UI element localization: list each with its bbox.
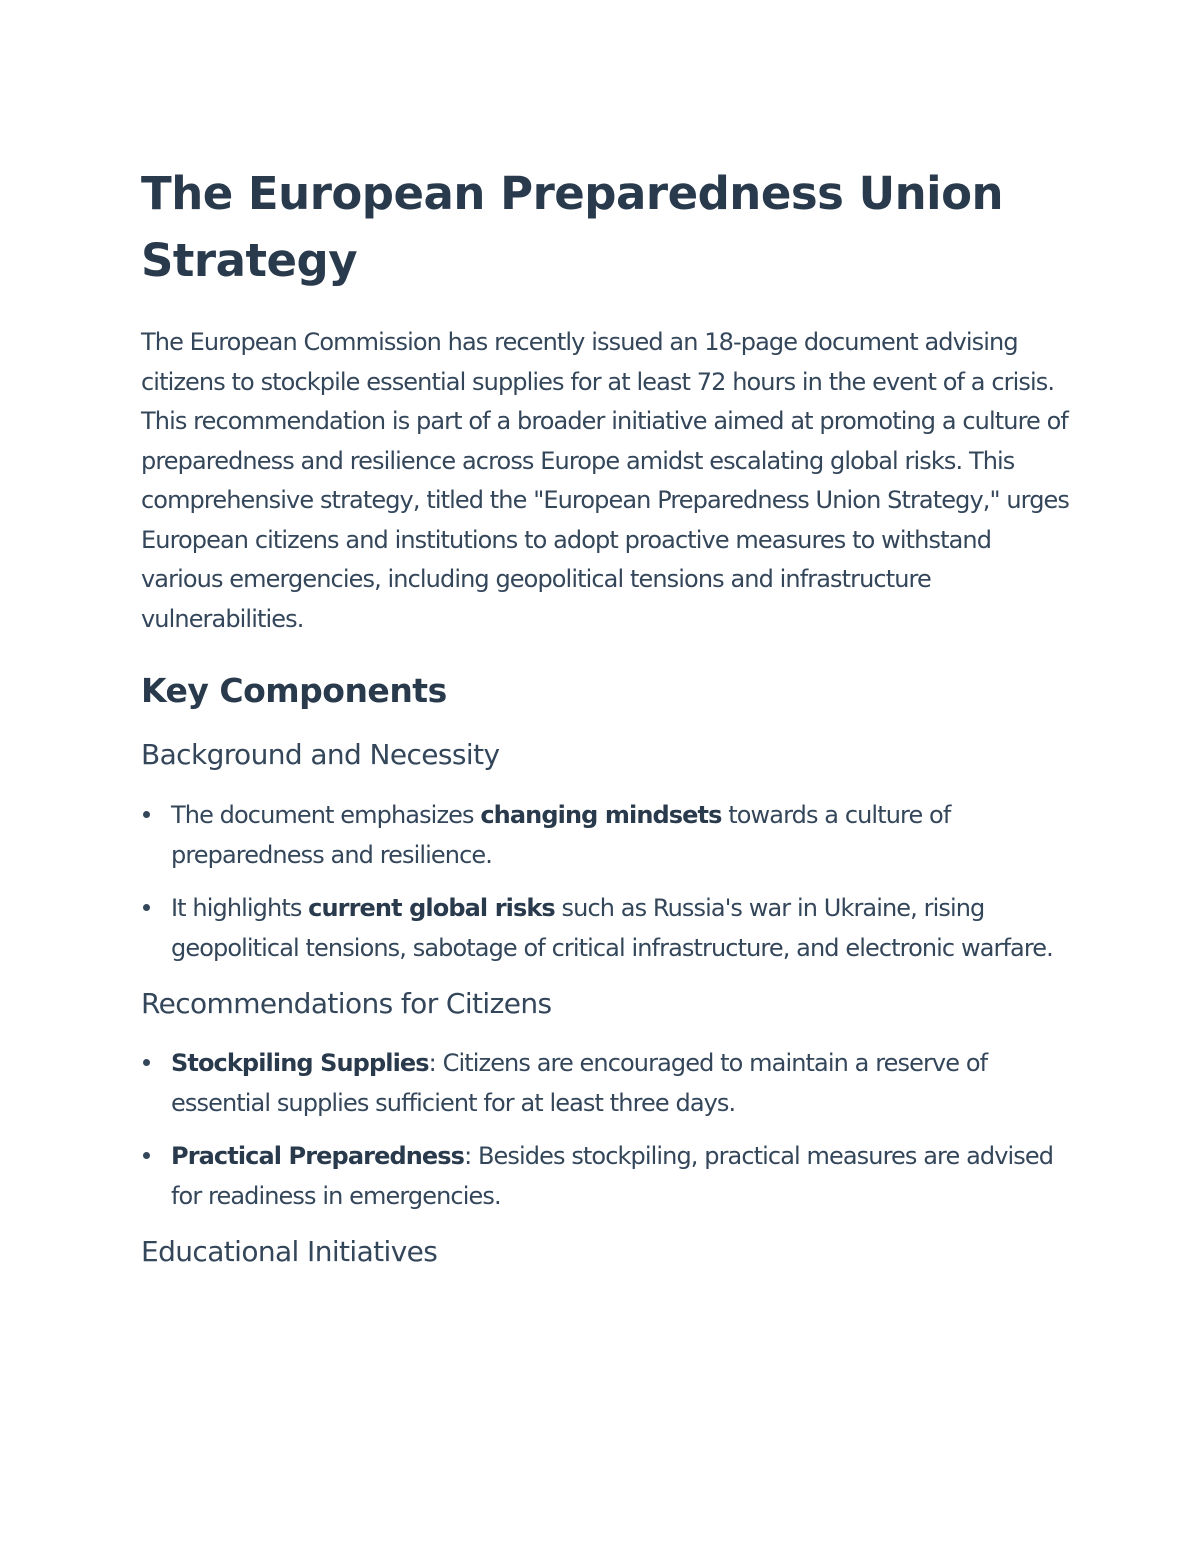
bullet-icon [143,1059,150,1066]
bullet-icon [143,811,150,818]
background-list [141,795,1071,968]
emphasis-text: Practical Preparedness [171,1142,465,1170]
emphasis-text: changing mindsets [480,801,722,829]
subheading-educational: Educational Initiatives [141,1235,438,1268]
bullet-icon [143,1152,150,1159]
bullet-icon [143,904,150,911]
list-item: The document emphasizes changing mindsets towards a culture of preparedness and resilience. [141,795,1071,875]
subheading-recommendations: Recommendations for Citizens [141,987,552,1020]
emphasis-text: current global risks [308,894,555,922]
section-heading-key-components: Key Components [141,671,447,710]
page-title: The European Preparedness Union Strategy [141,167,1004,287]
emphasis-text: Stockpiling Supplies [171,1049,429,1077]
document-page [141,160,1071,1274]
subheading-background: Background and Necessity [141,738,500,771]
intro-paragraph: The European Commission has recently issued an 18-page document advising citizens to stockpile essential supplies for at least 72 hours in the event of a crisis. This recommendation is part of a broader initiative aimed at promoting a culture of preparedness and resilience across Europe amidst escalating global risks. This comprehensive strategy, titled the "European Preparedness Union Strategy," urges European citizens and institutions to adopt proactive measures to withstand various emergencies, including geopolitical tensions and infrastructure vulnerabilities. [141,328,1070,633]
list-item: Stockpiling Supplies: Citizens are encouraged to maintain a reserve of essential supplies sufficient for at least three days. [141,1043,1071,1123]
list-item: It highlights current global risks such as Russia's war in Ukraine, rising geopolitical tensions, sabotage of critical infrastructure, and electronic warfare. [141,888,1071,968]
list-item: Practical Preparedness: Besides stockpiling, practical measures are advised for readiness in emergencies. [141,1136,1071,1216]
recommendations-list [141,1043,1071,1216]
